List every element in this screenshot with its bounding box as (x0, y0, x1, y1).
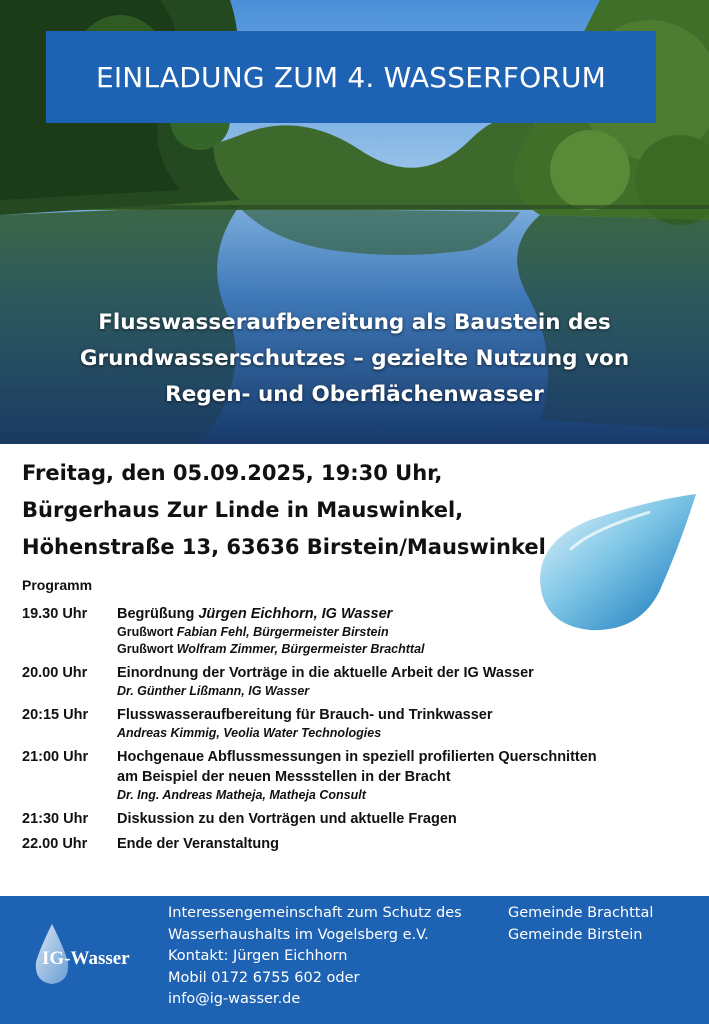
program-subline: Grußwort Wolfram Zimmer, Bürgermeister Brachttal (117, 642, 425, 656)
program-item (22, 834, 702, 854)
program-speaker: Dr. Ing. Andreas Matheja, Matheja Consult (117, 788, 366, 802)
program-time: 22.00 Uhr (22, 836, 88, 852)
program-title: Diskussion zu den Vorträgen und aktuelle Fragen (117, 811, 457, 827)
program-heading: Programm (22, 577, 93, 593)
event-address-line: Höhenstraße 13, 63636 Birstein/Mauswinkel (22, 535, 546, 559)
program-list (22, 604, 702, 859)
program-time: 19.30 Uhr (22, 606, 88, 622)
event-date-line: Freitag, den 05.09.2025, 19:30 Uhr, (22, 461, 443, 485)
program-subline: Grußwort Fabian Fehl, Bürgermeister Birstein (117, 625, 389, 639)
program-time: 21:00 Uhr (22, 749, 89, 765)
logo-text: IG-Wasser (42, 948, 130, 969)
program-title: Begrüßung Jürgen Eichhorn, IG Wasser (117, 606, 393, 622)
contact-phone: Mobil 0172 6755 602 oder (168, 969, 360, 986)
program-item (22, 747, 702, 804)
program-item (22, 809, 702, 829)
subtitle-line: Flusswasseraufbereitung als Baustein des (98, 310, 611, 335)
program-title-continued: am Beispiel der neuen Messstellen in der Bracht (117, 769, 451, 785)
program-item (22, 604, 702, 658)
program-time: 20.00 Uhr (22, 665, 88, 681)
event-venue-line: Bürgerhaus Zur Linde in Mauswinkel, (22, 498, 464, 522)
program-item (22, 705, 702, 742)
subtitle-line: Grundwasserschutzes – gezielte Nutzung von (79, 346, 630, 371)
footer-contact (168, 903, 462, 1011)
program-title: Ende der Veranstaltung (117, 836, 279, 852)
contact-person: Kontakt: Jürgen Eichhorn (168, 948, 348, 964)
program-title: Flusswasseraufbereitung für Brauch- und Trinkwasser (117, 707, 493, 723)
program-title: Hochgenaue Abflussmessungen in speziell profilierten Querschnitten (117, 749, 597, 765)
page-title: EINLADUNG ZUM 4. WASSERFORUM (95, 60, 607, 94)
program-title: Einordnung der Vorträge in die aktuelle Arbeit der IG Wasser (117, 665, 534, 681)
org-name-line: Wasserhaushalts im Vogelsberg e.V. (168, 926, 429, 943)
program-item (22, 663, 702, 700)
contact-email: info@ig-wasser.de (168, 991, 301, 1007)
event-details (22, 455, 546, 566)
program-speaker: Dr. Günther Lißmann, IG Wasser (117, 684, 310, 698)
program-time: 20:15 Uhr (22, 707, 89, 723)
program-time: 21:30 Uhr (22, 811, 89, 827)
title-banner (46, 31, 656, 123)
org-name-line: Interessengemeinschaft zum Schutz des (168, 905, 462, 921)
subtitle-line: Regen- und Oberflächenwasser (165, 382, 544, 407)
subtitle (0, 305, 709, 413)
partner-birstein: Gemeinde Birstein (508, 926, 643, 943)
program-speaker: Andreas Kimmig, Veolia Water Technologies (117, 726, 382, 740)
footer-partners (508, 903, 653, 946)
partner-brachttal: Gemeinde Brachttal (508, 905, 654, 921)
